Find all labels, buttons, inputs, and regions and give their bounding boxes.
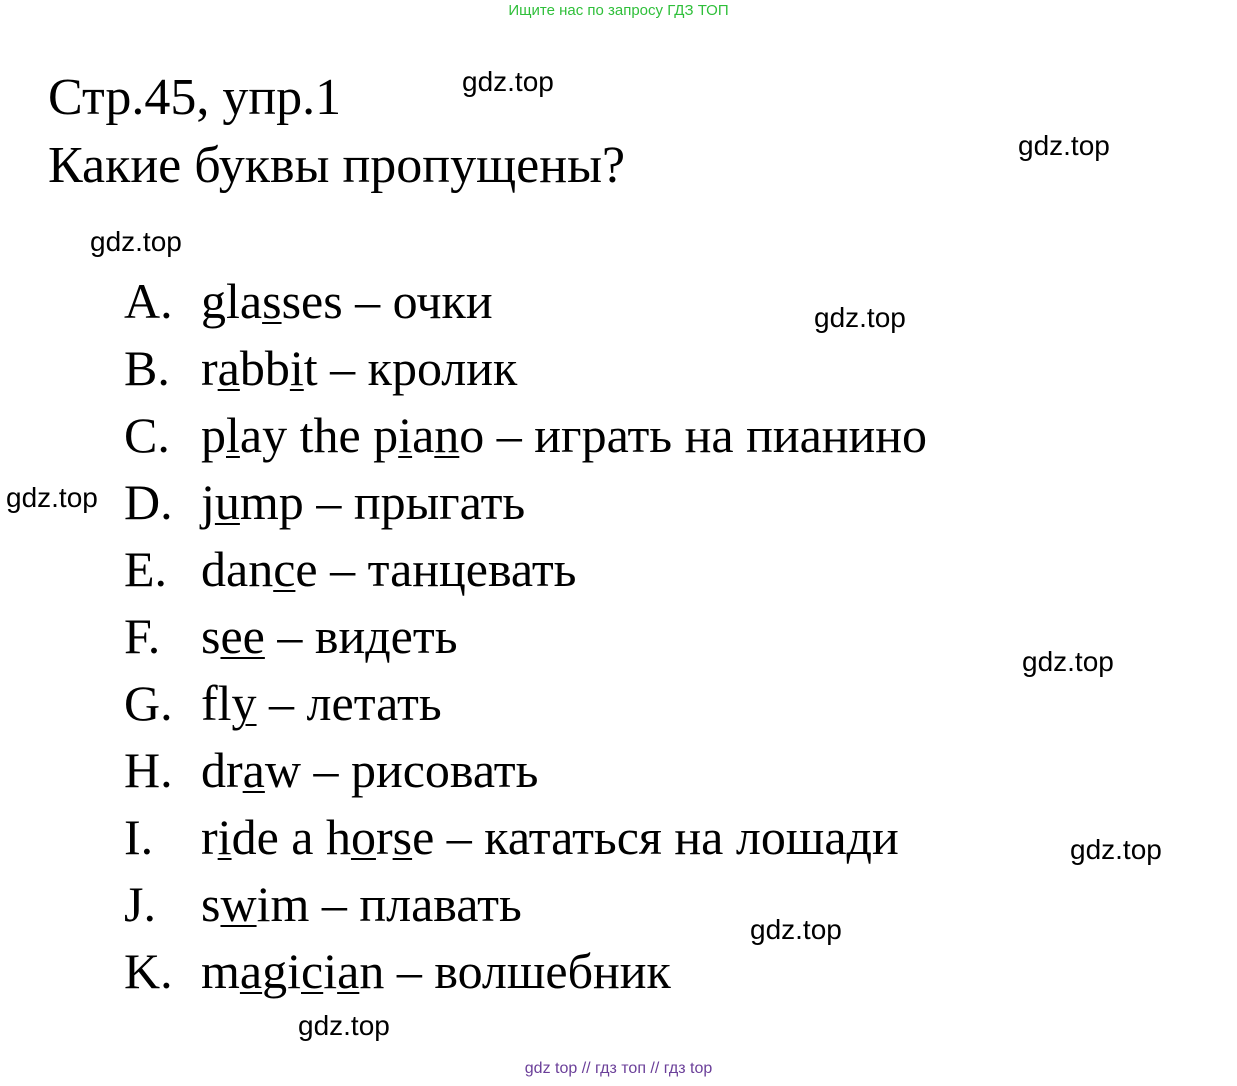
word-fragment: r bbox=[201, 340, 218, 396]
missing-letter: c bbox=[273, 541, 296, 597]
item-translation: – очки bbox=[342, 273, 493, 329]
item-translation: – кролик bbox=[317, 340, 518, 396]
item-word bbox=[201, 335, 318, 402]
missing-letter: i bbox=[398, 407, 413, 463]
item-translation: – играть на пианино bbox=[484, 407, 928, 463]
item-letter: E. bbox=[124, 541, 168, 597]
word-fragment: r bbox=[201, 809, 218, 865]
watermark: gdz.top bbox=[6, 482, 98, 513]
word-fragment: o bbox=[459, 407, 485, 463]
missing-letter: y bbox=[231, 675, 257, 731]
item-word bbox=[201, 469, 304, 536]
item-translation: – танцевать bbox=[317, 541, 577, 597]
item-word bbox=[201, 402, 484, 469]
word-fragment: t bbox=[303, 340, 318, 396]
exercise-question: Какие буквы пропущены? bbox=[48, 137, 626, 194]
missing-letter: u bbox=[214, 474, 240, 530]
item-translation: – волшебник bbox=[384, 943, 671, 999]
answer-list bbox=[124, 268, 927, 1005]
item-word bbox=[201, 603, 265, 670]
missing-letter: a bbox=[242, 742, 265, 798]
item-letter: K. bbox=[124, 943, 173, 999]
missing-letter: a bbox=[239, 943, 263, 999]
word-fragment: ay the p bbox=[239, 407, 399, 463]
word-fragment: s bbox=[201, 608, 221, 664]
word-fragment: de a h bbox=[231, 809, 351, 865]
answer-item bbox=[124, 402, 927, 469]
word-fragment: gi bbox=[262, 943, 302, 999]
watermark: gdz.top bbox=[1022, 646, 1114, 677]
item-letter: F. bbox=[124, 608, 161, 664]
missing-letter: i bbox=[289, 340, 304, 396]
word-fragment: e bbox=[412, 809, 435, 865]
word-fragment: gla bbox=[201, 273, 263, 329]
item-word bbox=[201, 938, 384, 1005]
item-letter: C. bbox=[124, 407, 170, 463]
word-fragment: j bbox=[201, 474, 215, 530]
item-translation: – рисовать bbox=[300, 742, 539, 798]
watermark: gdz.top bbox=[462, 66, 554, 97]
answer-item bbox=[124, 938, 927, 1005]
footer-text: gdz top // гдз топ // гдз top bbox=[524, 1060, 713, 1077]
answer-item bbox=[124, 603, 927, 670]
watermark: gdz.top bbox=[814, 302, 906, 333]
word-fragment: p bbox=[201, 407, 226, 463]
word-fragment: ses bbox=[281, 273, 343, 329]
item-translation: – кататься на лошади bbox=[434, 809, 899, 865]
word-fragment: e bbox=[295, 541, 318, 597]
answer-item bbox=[124, 670, 927, 737]
item-translation: – прыгать bbox=[303, 474, 526, 530]
word-fragment: n bbox=[359, 943, 385, 999]
watermark: gdz.top bbox=[1070, 834, 1162, 865]
missing-letter: s bbox=[262, 273, 282, 329]
word-fragment: w bbox=[264, 742, 301, 798]
missing-letter: o bbox=[350, 809, 376, 865]
watermark: gdz.top bbox=[298, 1010, 390, 1041]
item-letter: H. bbox=[124, 742, 173, 798]
item-translation: – летать bbox=[256, 675, 442, 731]
watermark: gdz.top bbox=[750, 914, 842, 945]
item-letter: J. bbox=[124, 876, 156, 932]
missing-letter: a bbox=[217, 340, 240, 396]
word-fragment: mp bbox=[239, 474, 304, 530]
missing-letter: ee bbox=[220, 608, 265, 664]
answer-item bbox=[124, 737, 927, 804]
item-word bbox=[201, 737, 301, 804]
word-fragment: im bbox=[256, 876, 310, 932]
missing-letter: c bbox=[301, 943, 324, 999]
item-word bbox=[201, 804, 434, 871]
item-word bbox=[201, 268, 343, 335]
word-fragment: dr bbox=[201, 742, 243, 798]
item-word bbox=[201, 670, 257, 737]
answer-item bbox=[124, 536, 927, 603]
item-translation: – видеть bbox=[264, 608, 458, 664]
word-fragment: r bbox=[375, 809, 393, 865]
item-word bbox=[201, 536, 318, 603]
item-letter: D. bbox=[124, 474, 173, 530]
missing-letter: a bbox=[337, 943, 360, 999]
exercise-title: Стр.45, упр.1 bbox=[48, 69, 342, 126]
word-fragment: fl bbox=[201, 675, 232, 731]
item-letter: B. bbox=[124, 340, 170, 396]
answer-item bbox=[124, 804, 927, 871]
answer-item bbox=[124, 268, 927, 335]
watermark: gdz.top bbox=[90, 226, 182, 257]
answer-item bbox=[124, 335, 927, 402]
word-fragment: s bbox=[201, 876, 221, 932]
word-fragment: a bbox=[412, 407, 435, 463]
word-fragment: dan bbox=[201, 541, 274, 597]
word-fragment: i bbox=[323, 943, 338, 999]
missing-letter: w bbox=[220, 876, 257, 932]
word-fragment: m bbox=[201, 943, 240, 999]
item-letter: I. bbox=[124, 809, 154, 865]
top-banner: Ищите нас по запросу ГДЗ ТОП bbox=[508, 2, 729, 19]
missing-letter: l bbox=[226, 407, 240, 463]
item-letter: G. bbox=[124, 675, 173, 731]
word-fragment: bb bbox=[239, 340, 290, 396]
missing-letter: n bbox=[434, 407, 460, 463]
missing-letter: s bbox=[392, 809, 413, 865]
watermark: gdz.top bbox=[1018, 130, 1110, 161]
missing-letter: i bbox=[217, 809, 232, 865]
item-translation: – плавать bbox=[309, 876, 522, 932]
item-word bbox=[201, 871, 309, 938]
item-letter: A. bbox=[124, 273, 173, 329]
answer-item bbox=[124, 469, 927, 536]
